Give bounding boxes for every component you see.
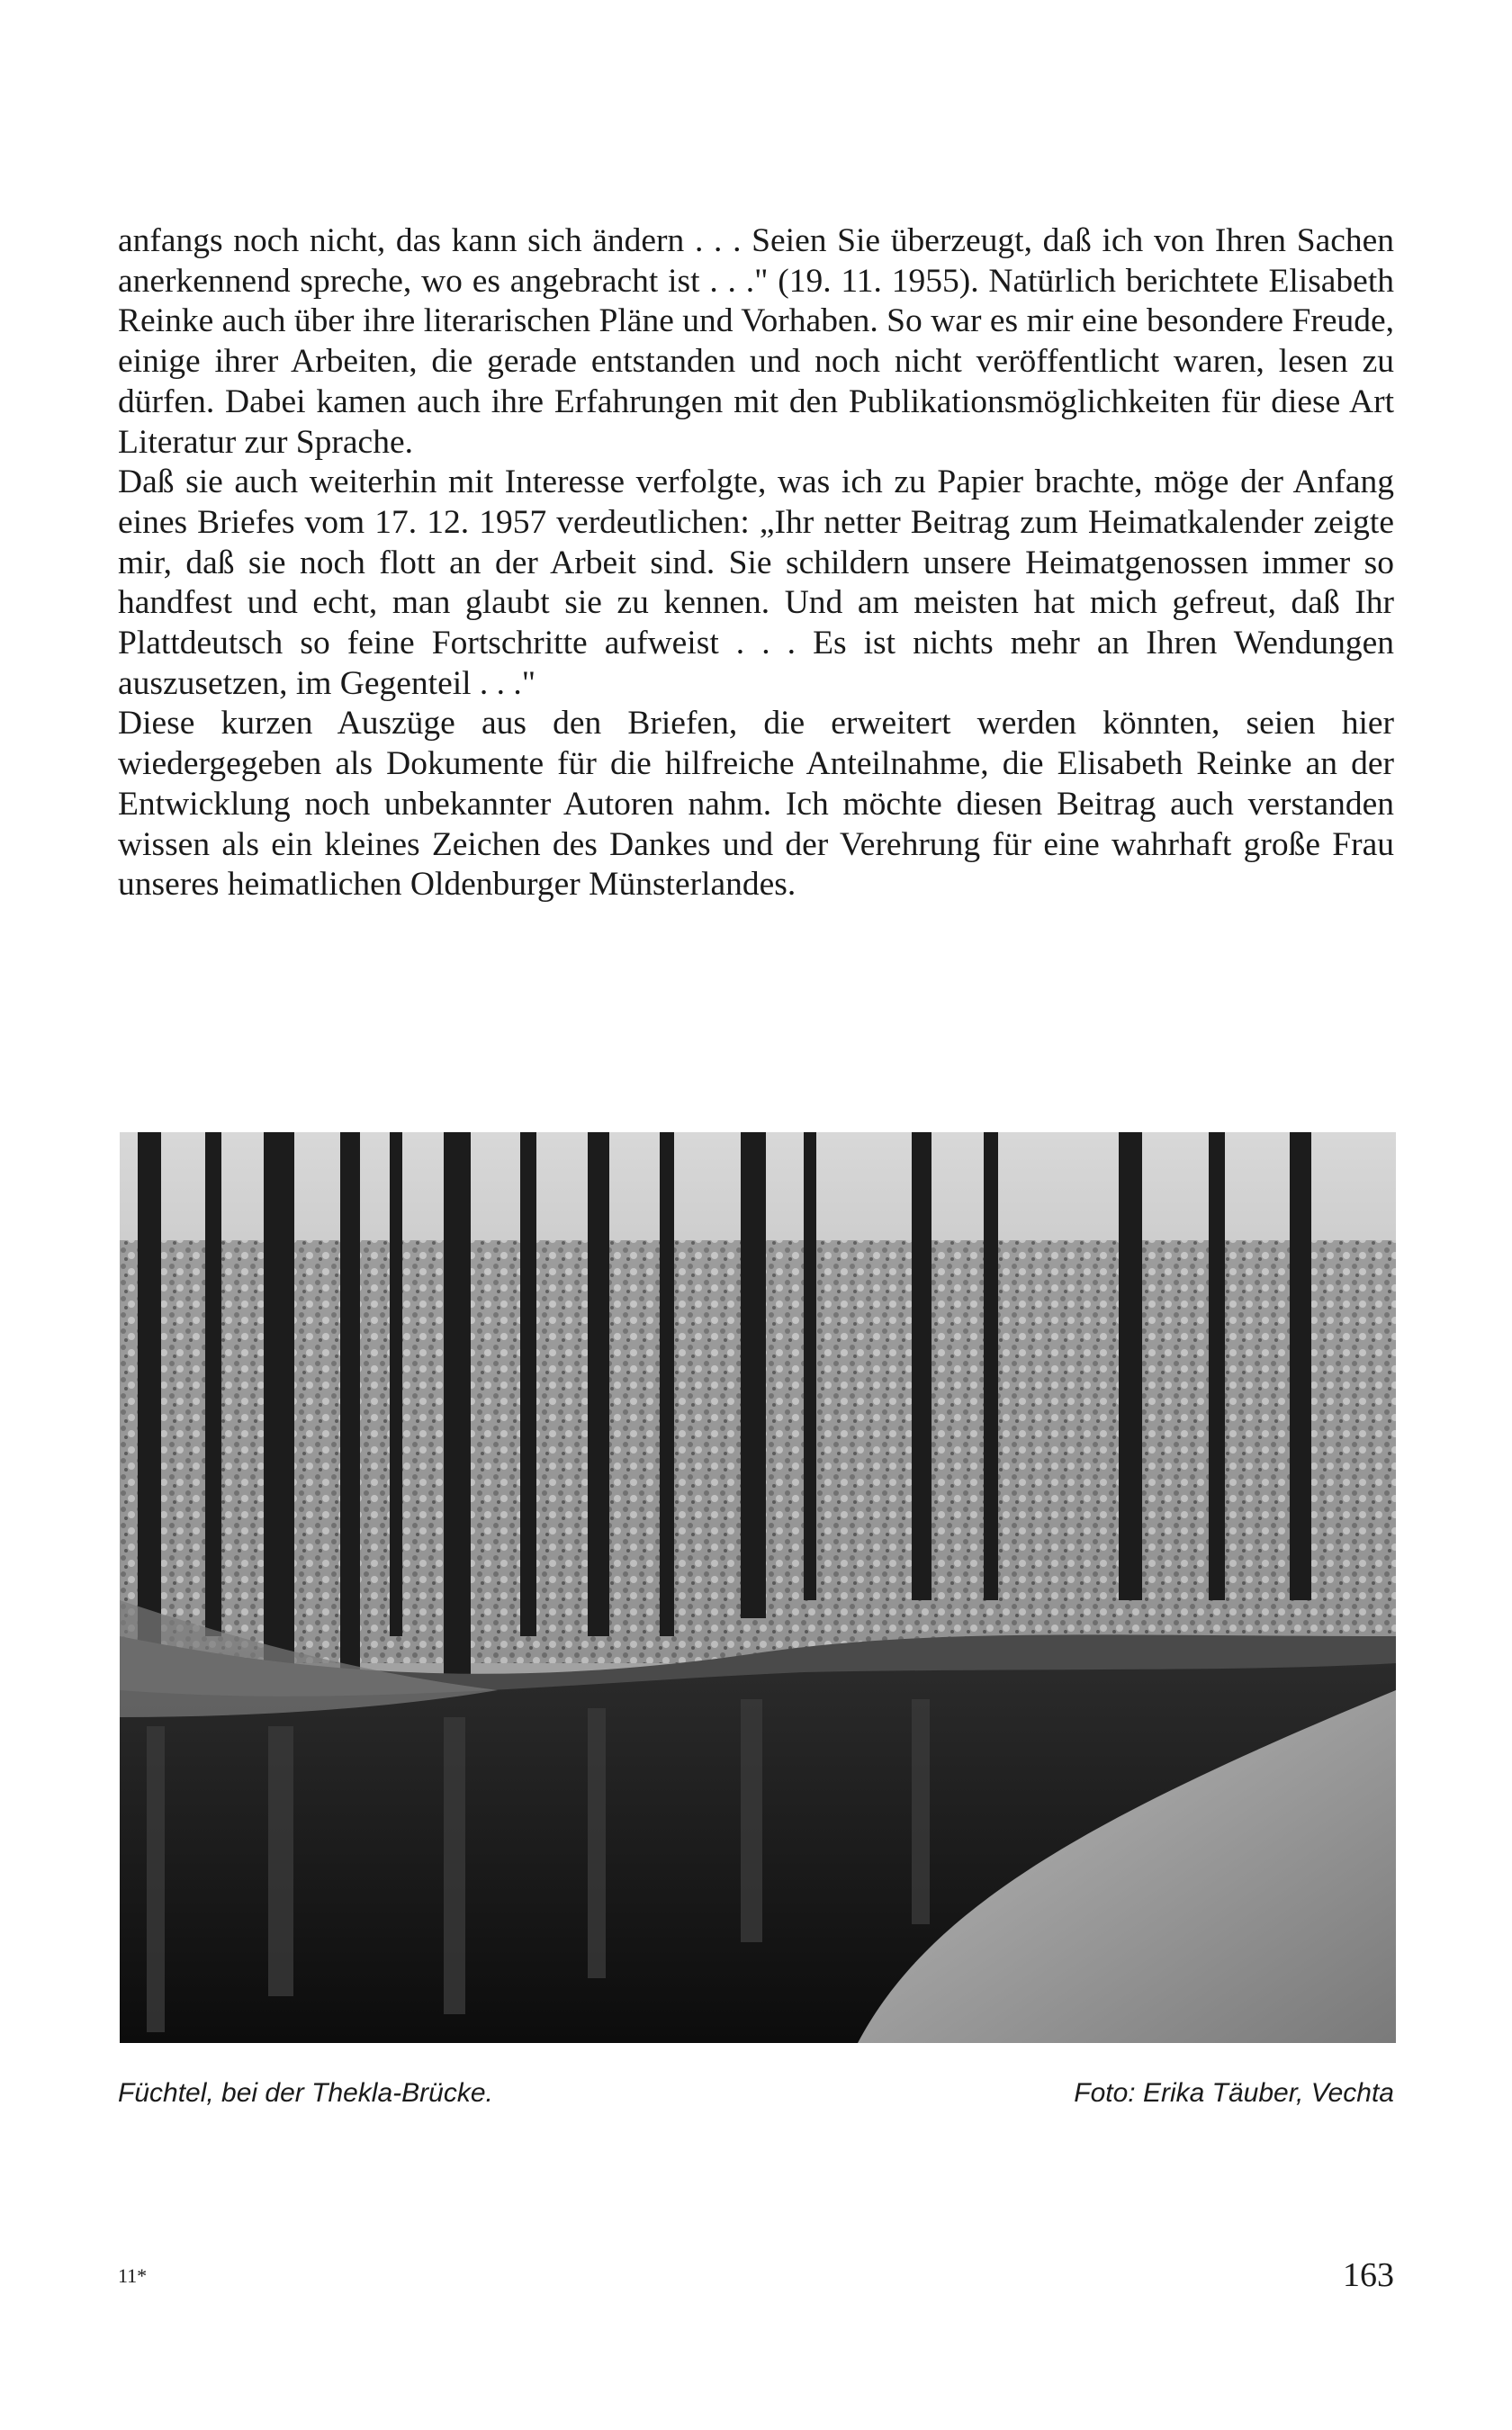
photo-caption: Füchtel, bei der Thekla-Brücke. bbox=[118, 2078, 493, 2108]
page-number: 163 bbox=[1343, 2256, 1394, 2294]
paragraph: Daß sie auch weiterhin mit Interesse verfolgte, was ich zu Papier brachte, möge der Anfang eines Briefes vom 17. 12. 1957 verdeutlichen: „Ihr netter Beitrag zum Heimatkalender zeigte mir, daß sie noch flott an der Arbeit sind. Sie schildern unsere Heimatgenossen immer so handfest und echt, man glaubt sie zu kennen. Und am meisten hat mich gefreut, daß Ihr Plattdeutsch so feine Fortschritte aufweist . . . Es ist nichts mehr an Ihren Wendungen auszusetzen, im Gegenteil . . ." bbox=[118, 464, 1394, 702]
signature-mark: 11* bbox=[118, 2264, 148, 2287]
forest-stream-photo bbox=[120, 1132, 1396, 2043]
body-text bbox=[118, 221, 1394, 905]
photo-illustration bbox=[120, 1132, 1396, 2043]
paragraph: anfangs noch nicht, das kann sich ändern . . . Seien Sie überzeugt, daß ich von Ihren Sachen anerkennend spreche, wo es angebracht ist . . ." (19. 11. 1955). Natürlich berichtete Elisabeth Reinke auch über ihre literarischen Pläne und Vorhaben. So war es mir eine besondere Freude, einige ihrer Arbeiten, die gerade entstanden und noch nicht veröffentlicht waren, lesen zu dürfen. Dabei kamen auch ihre Erfahrungen mit den Publikationsmöglichkeiten für diese Art Literatur zur Sprache. bbox=[118, 222, 1394, 461]
photo-credit: Foto: Erika Täuber, Vechta bbox=[1074, 2078, 1394, 2108]
paragraph: Diese kurzen Auszüge aus den Briefen, die erweitert werden könnten, seien hier wiedergegeben als Dokumente für die hilfreiche Anteilnahme, die Elisabeth Reinke an der Entwicklung noch unbekannter Autoren nahm. Ich möchte diesen Beitrag auch verstanden wissen als ein kleines Zeichen des Dankes und der Verehrung für eine wahrhaft große Frau unseres heimatlichen Oldenburger Münsterlandes. bbox=[118, 705, 1394, 904]
